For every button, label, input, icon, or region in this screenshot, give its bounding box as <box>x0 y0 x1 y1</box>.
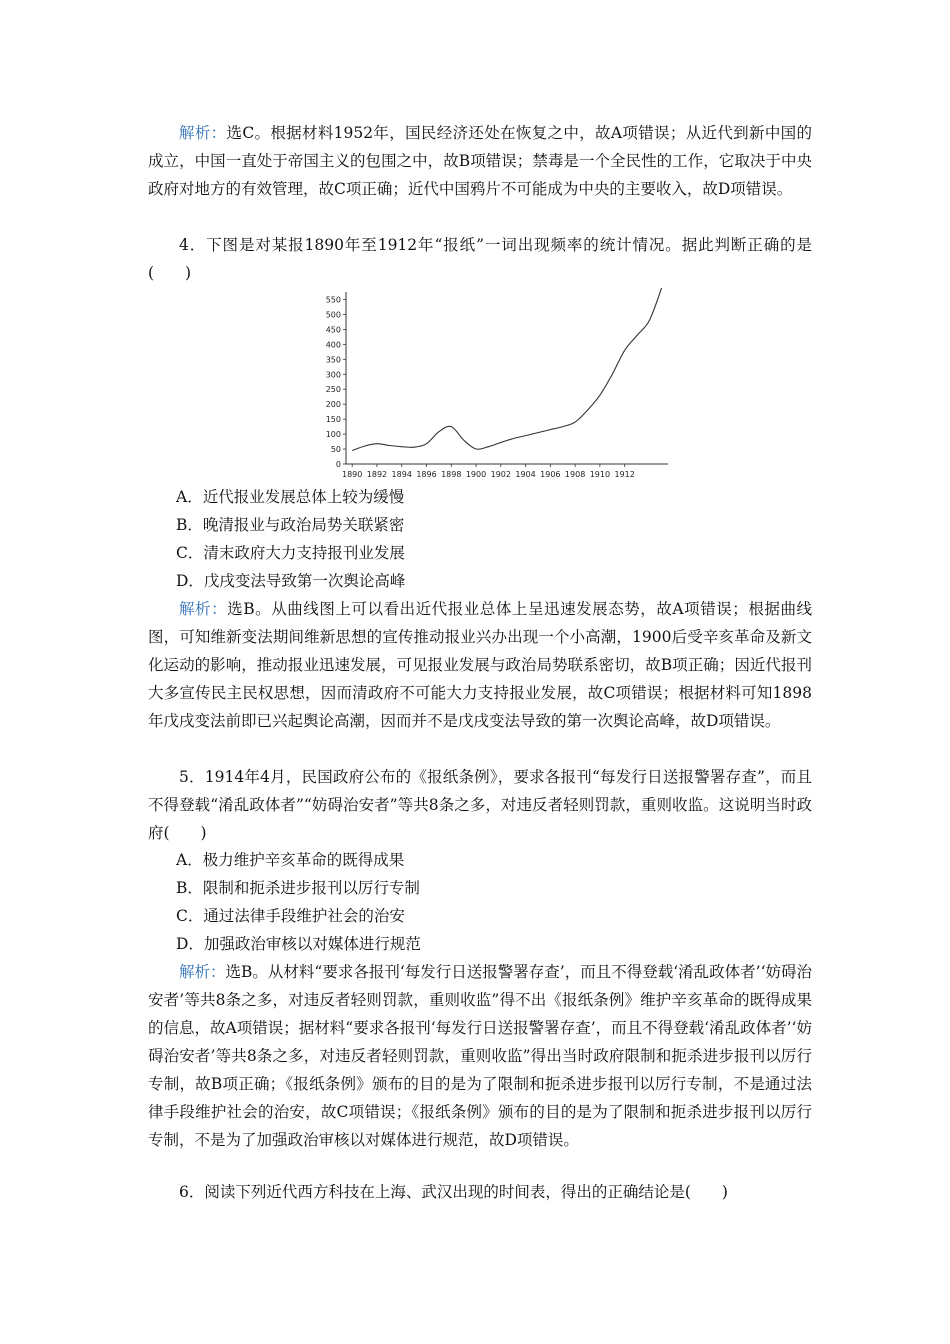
analysis-text: 选C。根据材料1952年，国民经济还处在恢复之中，故A项错误；从近代到新中国的成立，中国一直处于帝国主义的包围之中，故B项错误；禁毒是一个全民性的工作，它取决于中央政府对地方的有效管理，故C项正确；近代中国鸦片不可能成为中央的主要收入，故D项错误。 <box>148 124 812 198</box>
x-tick-label: 1902 <box>490 470 511 479</box>
x-tick-label: 1890 <box>342 470 363 479</box>
q5-analysis <box>148 958 812 1154</box>
y-tick-label: 200 <box>325 400 341 410</box>
analysis-text: 选B。从材料“要求各报刊‘每发行日送报警署存查’，而且不得登载‘淆乱政体者’‘妨碍治安者’等共8条之多，对违反者轻则罚款，重则收监”得不出《报纸条例》维护辛亥革命的既得成果的信息，故A项错误；据材料“要求各报刊‘每发行日送报警署存查’，而且不得登载‘淆乱政体者’‘妨碍治安者’等共8条之多，对违反者轻则罚款，重则收监”得出当时政府限制和扼杀进步报刊以厉行专制，故B项正确；《报纸条例》颁布的目的是为了限制和扼杀进步报刊以厉行专制，不是通过法律手段维护社会的治安，故C项错误；《报纸条例》颁布的目的是为了限制和扼杀进步报刊以厉行专制，不是为了加强政治审核以对媒体进行规范，故D项错误。 <box>148 963 812 1149</box>
y-tick-label: 400 <box>325 340 341 350</box>
y-tick-label: 350 <box>325 355 341 365</box>
analysis-label: 解析： <box>179 124 227 142</box>
y-tick-label: 500 <box>325 310 341 320</box>
x-tick-label: 1912 <box>614 470 635 479</box>
y-tick-label: 0 <box>335 460 341 469</box>
y-tick-label: 300 <box>325 370 341 380</box>
q4-option-b: B．晚清报业与政治局势关联紧密 <box>176 516 405 534</box>
q4-stem: 4．下图是对某报1890年至1912年“报纸”一词出现频率的统计情况。据此判断正确的是( ) <box>148 236 812 282</box>
q5-option-c: C．通过法律手段维护社会的治安 <box>176 907 405 925</box>
x-tick-label: 1896 <box>416 470 437 479</box>
q5-option-b: B．限制和扼杀进步报刊以厉行专制 <box>176 879 420 897</box>
q6-stem: 6．阅读下列近代西方科技在上海、武汉出现的时间表，得出的正确结论是( ) <box>179 1183 728 1201</box>
q5-option-d: D．加强政治审核以对媒体进行规范 <box>176 935 421 953</box>
y-tick-label: 100 <box>325 430 341 440</box>
q5-option-a: A．极力维护辛亥革命的既得成果 <box>176 851 405 869</box>
x-tick-label: 1894 <box>391 470 412 479</box>
y-tick-label: 550 <box>325 295 341 305</box>
y-tick-label: 50 <box>330 445 341 455</box>
x-tick-label: 1910 <box>589 470 611 479</box>
q4-option-c: C．清末政府大力支持报刊业发展 <box>176 544 405 562</box>
x-tick-label: 1898 <box>441 470 462 479</box>
x-tick-label: 1892 <box>366 470 388 479</box>
x-tick-label: 1906 <box>540 470 561 479</box>
series-line <box>352 288 662 451</box>
q4-option-a: A．近代报业发展总体上较为缓慢 <box>176 488 405 506</box>
q5-stem: 5．1914年4月，民国政府公布的《报纸条例》，要求各报刊“每发行日送报警署存查”，而且不得登载“淆乱政体者”“妨碍治安者”等共8条之多，对违反者轻则罚款，重则收监。这说明当时政府( ) <box>148 768 812 842</box>
analysis-label: 解析： <box>179 963 226 981</box>
q4-analysis <box>148 595 812 735</box>
chart-axes <box>346 292 668 464</box>
y-tick-label: 250 <box>325 385 341 395</box>
q3-analysis <box>148 119 812 203</box>
y-tick-label: 450 <box>325 325 341 335</box>
x-tick-label: 1904 <box>515 470 536 479</box>
x-tick-label: 1908 <box>564 470 586 479</box>
newspaper-frequency-chart <box>318 288 678 484</box>
q4-option-d: D．戊戌变法导致第一次舆论高峰 <box>176 572 406 590</box>
x-axis-ticks <box>342 464 635 479</box>
x-tick-label: 1900 <box>465 470 487 479</box>
y-axis-ticks <box>326 295 346 469</box>
y-tick-label: 150 <box>325 415 341 425</box>
analysis-text: 选B。从曲线图上可以看出近代报业总体上呈迅速发展态势，故A项错误；根据曲线图，可知维新变法期间维新思想的宣传推动报业兴办出现一个小高潮，1900后受辛亥革命及新文化运动的影响，推动报业迅速发展，可见报业发展与政治局势联系密切，故B项正确；因近代报刊大多宣传民主民权思想，因而清政府不可能大力支持报业发展，故C项错误；根据材料可知1898年戊戌变法前即已兴起舆论高潮，因而并不是戊戌变法导致的第一次舆论高峰，故D项错误。 <box>148 600 812 730</box>
analysis-label: 解析： <box>179 600 228 618</box>
